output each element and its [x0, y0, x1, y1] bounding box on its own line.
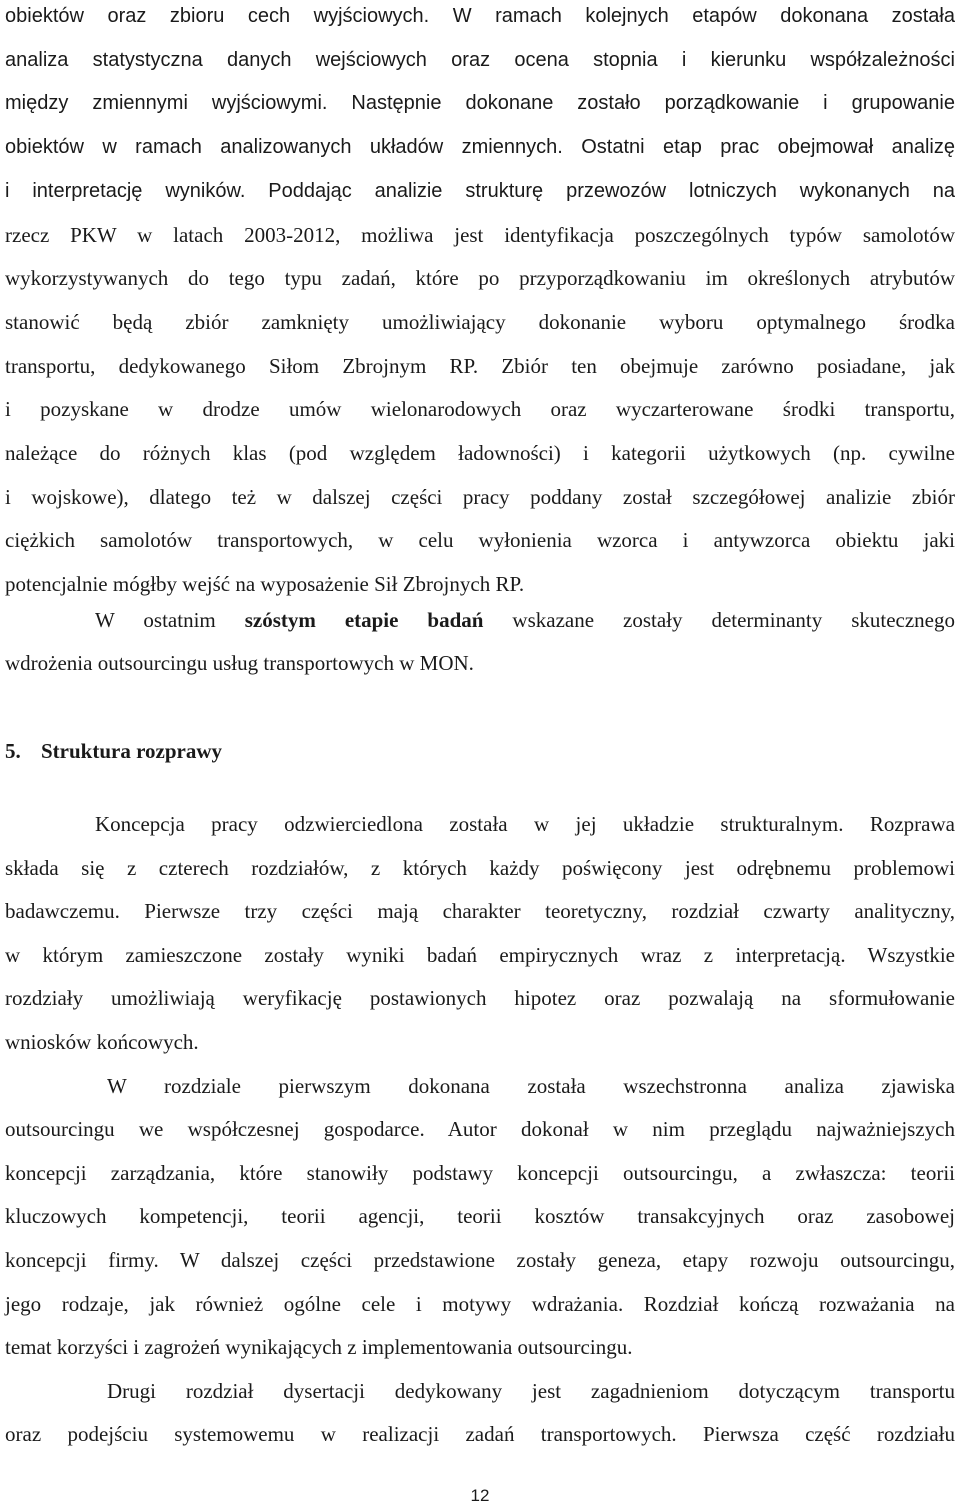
text-line: [5, 1420, 955, 1448]
text-run: wdrożenia outsourcingu usług transportowych w MON.: [5, 651, 474, 675]
text-run: oraz podejściu systemowemu w realizacji zadań transportowych. Pierwsza część rozdziału: [5, 1422, 955, 1447]
text-run: składa się z czterech rozdziałów, z których każdy poświęcony jest odrębnemu problemowi: [5, 855, 955, 880]
text-line: [5, 177, 955, 205]
text-line: [5, 1159, 955, 1187]
text-line: [5, 1028, 955, 1056]
text-line: [107, 1377, 955, 1405]
text-run: w którym zamieszczone zostały wyniki badań empirycznych wraz z interpretacją. Wszystkie: [5, 942, 955, 967]
page-number: 12: [470, 1486, 490, 1505]
text-run: obiektów w ramach analizowanych układów zmiennych. Ostatni etap prac obejmował analizę: [5, 136, 955, 159]
text-line: [5, 649, 955, 677]
text-line: [5, 526, 955, 554]
text-run: potencjalnie mógłby wejść na wyposażenie Sił Zbrojnych RP.: [5, 572, 525, 597]
text-line: [5, 1115, 955, 1143]
text-run: Drugi rozdział dysertacji dedykowany jest zagadnieniom dotyczącym transportu: [107, 1378, 955, 1403]
text-line: [5, 1202, 955, 1230]
text-run: rozdziały umożliwiają weryfikację postawionych hipotez oraz pozwalają na sformułowanie: [5, 986, 955, 1011]
text-run: należące do różnych klas (pod względem ładowności) i kategorii użytkowych (np. cywilne: [5, 441, 955, 465]
text-run: wskazane zostały determinanty skutecznego: [483, 608, 955, 632]
text-line: [95, 606, 955, 634]
text-run: i interpretację wyników. Poddając analizie strukturę przewozów lotniczych wykonanych na: [5, 179, 955, 202]
text-run: kluczowych kompetencji, teorii agencji, teorii kosztów transakcyjnych oraz zasobowej: [5, 1204, 955, 1229]
text-line: [5, 352, 955, 380]
text-line: [5, 854, 955, 882]
text-run: wykorzystywanych do tego typu zadań, które po przyporządkowaniu im określonych atrybutów: [5, 266, 955, 291]
section-number: 5.: [5, 739, 21, 763]
section-heading: [5, 736, 222, 766]
text-line: [5, 308, 955, 336]
text-run: temat korzyści i zagrożeń wynikających z implementowania outsourcingu.: [5, 1335, 633, 1360]
text-line: [5, 984, 955, 1012]
text-line: [5, 941, 955, 969]
text-run: W rozdziale pierwszym dokonana została wszechstronna analiza zjawiska: [107, 1073, 955, 1098]
text-run: Koncepcja pracy odzwierciedlona została w jej układzie strukturalnym. Rozprawa: [95, 812, 955, 836]
text-run: ciężkich samolotów transportowych, w celu wyłonienia wzorca i antywzorca obiektu jaki: [5, 528, 955, 553]
section-title: Struktura rozprawy: [41, 739, 223, 763]
text-line: [5, 264, 955, 292]
text-run: outsourcingu we współczesnej gospodarce. Autor dokonał w nim przeglądu najważniejszych: [5, 1117, 955, 1142]
bold-text: szóstym etapie badań: [244, 608, 484, 632]
text-run: między zmiennymi wyjściowymi. Następnie dokonane zostało porządkowanie i grupowanie: [5, 92, 955, 115]
text-line: [5, 2, 955, 30]
text-line: [5, 483, 955, 511]
text-line: [5, 133, 955, 161]
text-line: [5, 1333, 955, 1361]
text-run: koncepcji zarządzania, które stanowiły podstawy koncepcji outsourcingu, a zwłaszcza: teorii: [5, 1160, 955, 1185]
text-line: [5, 439, 955, 467]
text-run: koncepcji firmy. W dalszej części przedstawione zostały geneza, etapy rozwoju outsourcingu,: [5, 1248, 955, 1272]
text-line: [95, 810, 955, 838]
text-run: rzecz PKW w latach 2003-2012, możliwa jest identyfikacja poszczególnych typów samolotów: [5, 222, 955, 247]
text-line: [5, 570, 955, 598]
text-line: [5, 89, 955, 117]
text-run: jego rodzaje, jak również ogólne cele i motywy wdrażania. Rozdział kończą rozważania na: [5, 1291, 955, 1316]
text-line: [5, 897, 955, 925]
text-run: stanowić będą zbiór zamknięty umożliwiający dokonanie wyboru optymalnego środka: [5, 309, 955, 334]
text-run: badawczemu. Pierwsze trzy części mają charakter teoretyczny, rozdział czwarty analityczny,: [5, 899, 955, 924]
text-run: transportu, dedykowanego Siłom Zbrojnym RP. Zbiór ten obejmuje zarówno posiadane, jak: [5, 353, 955, 378]
text-line: [5, 221, 955, 249]
text-run: analiza statystyczna danych wejściowych oraz ocena stopnia i kierunku współzależności: [5, 48, 955, 71]
text-line: [5, 46, 955, 74]
text-run: W ostatnim: [95, 608, 245, 632]
text-run: W ramach kolejnych etapów dokonana została: [452, 5, 955, 27]
text-run: i wojskowe), dlatego też w dalszej części pracy poddany został szczegółowej analizie zbiór: [5, 484, 955, 509]
text-line: [107, 1072, 955, 1100]
text-run: i pozyskane w drodze umów wielonarodowych oraz wyczarterowane środki transportu,: [5, 397, 955, 422]
text-run: obiektów oraz zbioru cech wyjściowych.: [5, 5, 453, 27]
text-line: [5, 1290, 955, 1318]
text-line: [5, 395, 955, 423]
text-line: [5, 1246, 955, 1274]
text-run: wniosków końcowych.: [5, 1030, 199, 1054]
